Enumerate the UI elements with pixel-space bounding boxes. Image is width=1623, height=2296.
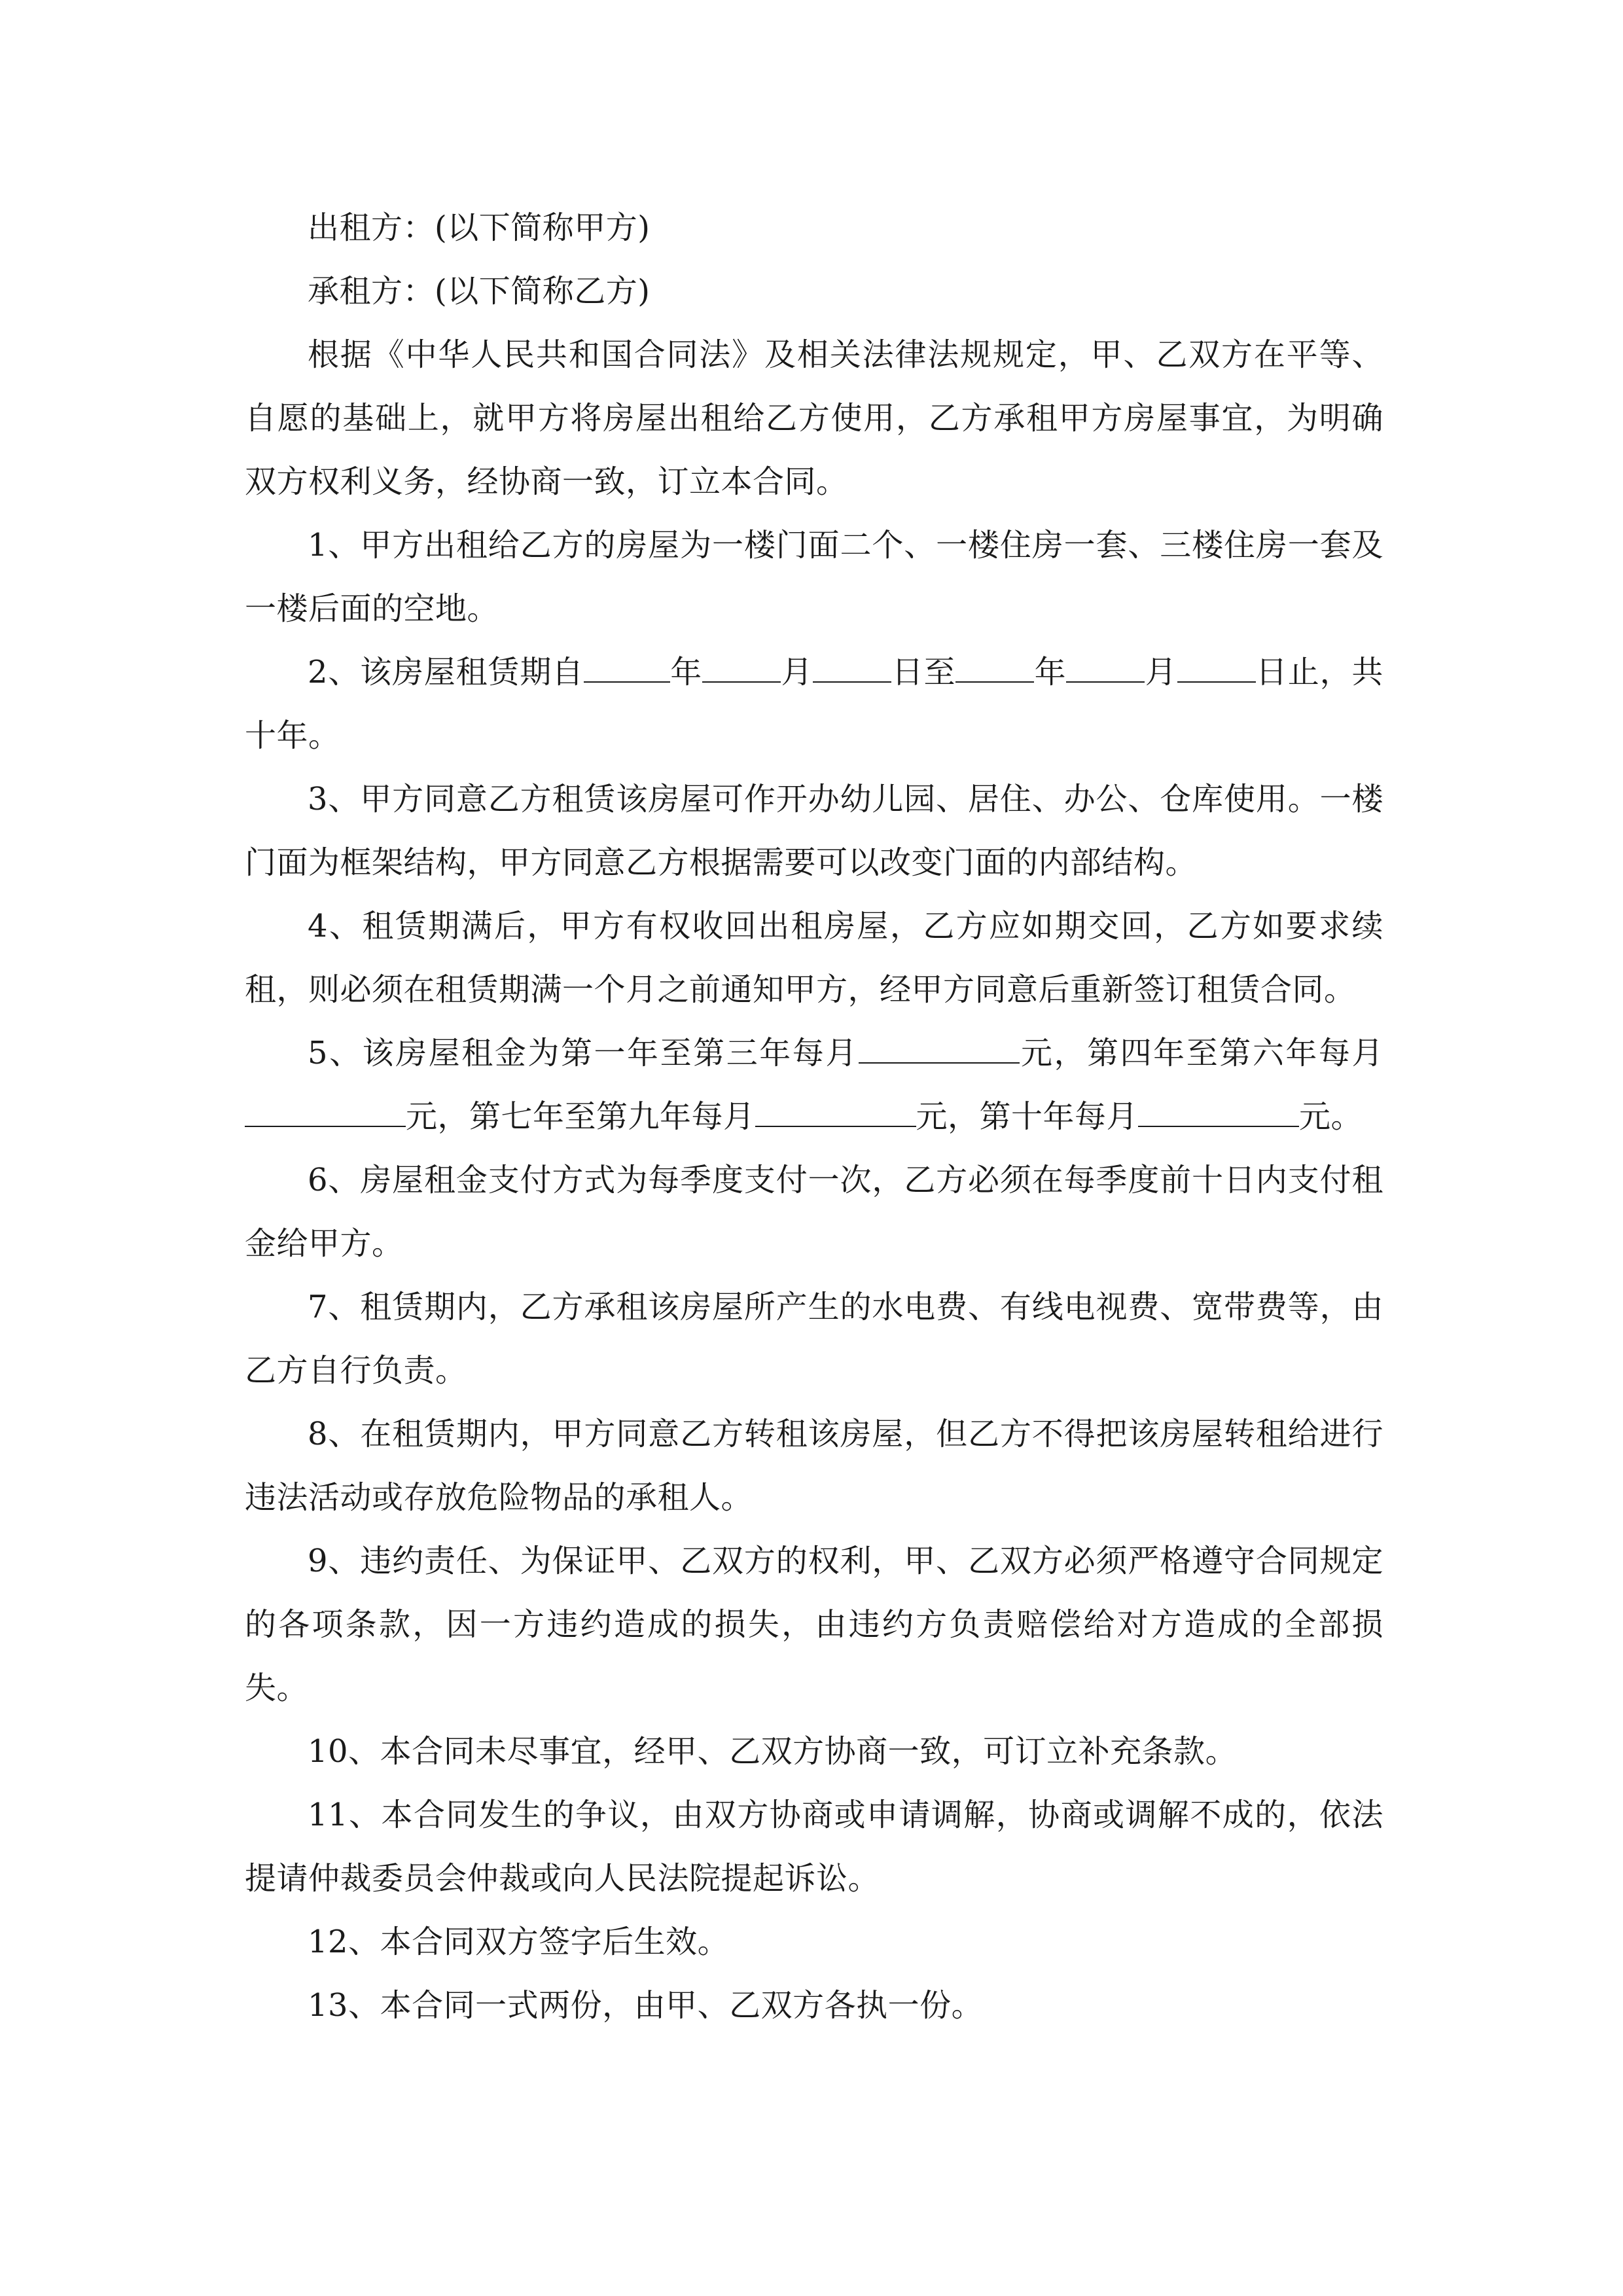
clause-9: 9、违约责任、为保证甲、乙双方的权利，甲、乙双方必须严格遵守合同规定的各项条款，因一方违约造成的损失，由违约方负责赔偿给对方造成的全部损失。 bbox=[245, 1543, 1383, 1706]
clause-2-year-2: 年 bbox=[1034, 654, 1067, 691]
clause-5-unit-3: 元，第十年每月 bbox=[916, 1098, 1139, 1135]
clause-12: 12、本合同双方签字后生效。 bbox=[308, 1924, 730, 1960]
clause-10: 10、本合同未尽事宜，经甲、乙双方协商一致，可订立补充条款。 bbox=[308, 1733, 1238, 1770]
clause-2-month-2: 月 bbox=[1145, 654, 1177, 691]
clause-11: 11、本合同发生的争议，由双方协商或申请调解，协商或调解不成的，依法提请仲裁委员会仲裁或向人民法院提起诉讼。 bbox=[245, 1797, 1383, 1897]
clause-5-unit-2: 元，第七年至第九年每月 bbox=[406, 1098, 755, 1135]
contract-body bbox=[245, 196, 1383, 2037]
clause-1: 1、甲方出租给乙方的房屋为一楼门面二个、一楼住房一套、三楼住房一套及一楼后面的空地。 bbox=[245, 527, 1383, 627]
clause-4: 4、租赁期满后，甲方有权收回出租房屋，乙方应如期交回，乙方如要求续租，则必须在租赁期满一个月之前通知甲方，经甲方同意后重新签订租赁合同。 bbox=[245, 908, 1383, 1008]
blank-rent-years-1-3 bbox=[859, 1028, 1020, 1064]
clause-2-prefix: 2、该房屋租赁期自 bbox=[308, 654, 584, 691]
clause-5-prefix: 5、该房屋租金为第一年至第三年每月 bbox=[308, 1035, 859, 1071]
clause-2-year-1: 年 bbox=[669, 654, 703, 691]
blank-start-day bbox=[813, 647, 891, 683]
blank-end-year bbox=[955, 647, 1034, 683]
clause-5 bbox=[245, 1022, 1383, 1149]
clause-6: 6、房屋租金支付方式为每季度支付一次，乙方必须在每季度前十日内支付租金给甲方。 bbox=[245, 1162, 1383, 1262]
clause-3: 3、甲方同意乙方租赁该房屋可作开办幼儿园、居住、办公、仓库使用。一楼门面为框架结构，甲方同意乙方根据需要可以改变门面的内部结构。 bbox=[245, 781, 1383, 881]
clause-7: 7、租赁期内，乙方承租该房屋所产生的水电费、有线电视费、宽带费等，由乙方自行负责。 bbox=[245, 1289, 1383, 1389]
blank-start-month bbox=[702, 647, 781, 683]
preamble-paragraph: 根据《中华人民共和国合同法》及相关法律法规规定，甲、乙双方在平等、自愿的基础上，就甲方将房屋出租给乙方使用，乙方承租甲方房屋事宜，为明确双方权利义务，经协商一致，订立本合同。 bbox=[245, 336, 1383, 500]
blank-end-month bbox=[1066, 647, 1145, 683]
lessee-line: 承租方：(以下简称乙方) bbox=[308, 273, 651, 310]
clause-2 bbox=[245, 641, 1383, 768]
blank-start-year bbox=[584, 647, 670, 683]
blank-rent-years-4-6 bbox=[245, 1092, 406, 1127]
clause-13: 13、本合同一式两份，由甲、乙双方各执一份。 bbox=[308, 1987, 984, 2024]
clause-5-unit-4: 元。 bbox=[1299, 1098, 1363, 1135]
blank-rent-year-10 bbox=[1138, 1092, 1299, 1127]
clause-2-day-end: 日止， bbox=[1255, 654, 1352, 691]
clause-5-unit-1: 元，第四年至第六年每月 bbox=[1019, 1035, 1383, 1071]
clause-8: 8、在租赁期内，甲方同意乙方转租该房屋，但乙方不得把该房屋转租给进行违法活动或存放危险物品的承租人。 bbox=[245, 1416, 1383, 1516]
clause-2-day-to: 日至 bbox=[891, 654, 956, 691]
clause-2-suffix: 共十年。 bbox=[245, 654, 1383, 754]
lessor-line: 出租方：(以下简称甲方) bbox=[308, 209, 651, 246]
blank-rent-years-7-9 bbox=[755, 1092, 916, 1127]
blank-end-day bbox=[1177, 647, 1256, 683]
clause-2-month-1: 月 bbox=[781, 654, 813, 691]
